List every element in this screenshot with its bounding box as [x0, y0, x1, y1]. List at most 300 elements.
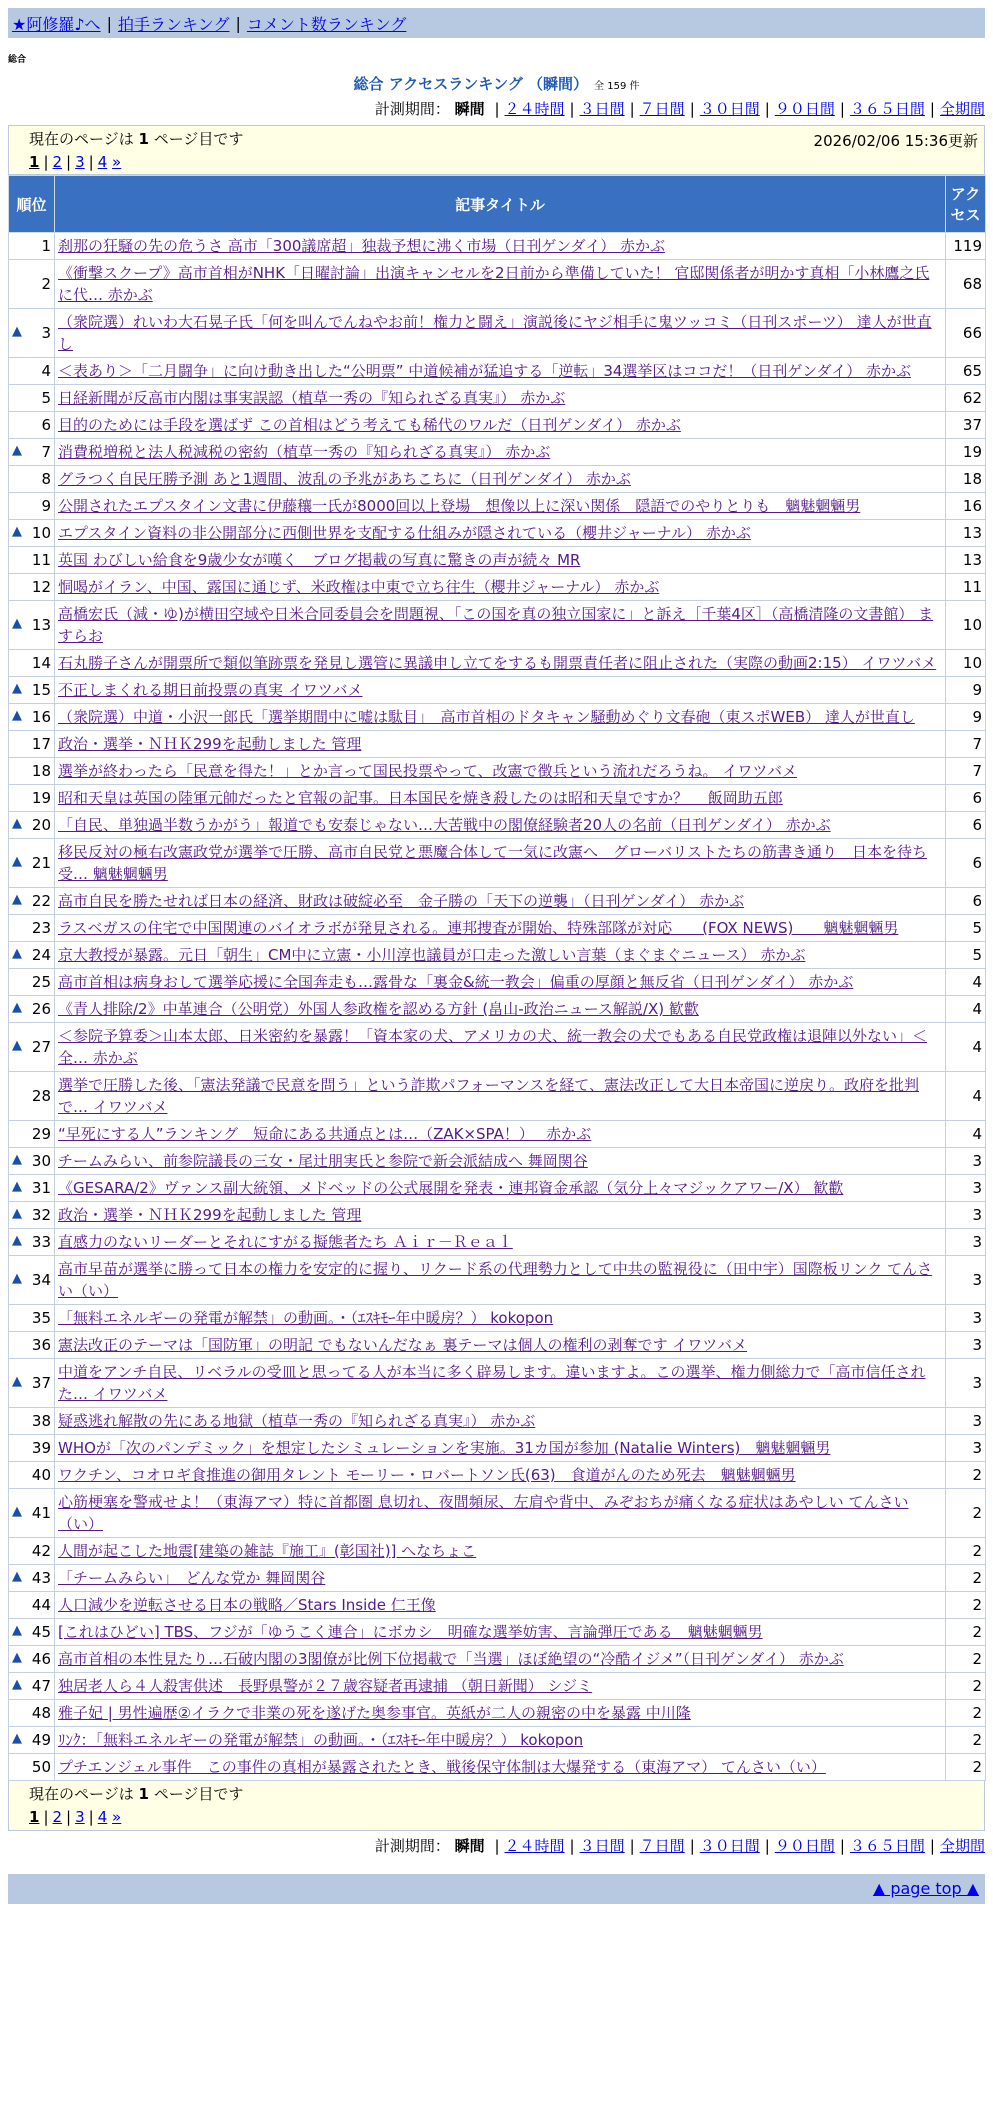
article-link[interactable]: 目的のためには手段を選ばず この首相はどう考えても稀代のワルだ（日刊ゲンダイ） 赤かぶ	[58, 416, 681, 434]
access-count: 4	[946, 1121, 986, 1148]
table-row	[9, 574, 986, 601]
title-cell	[55, 466, 946, 493]
table-row	[9, 1754, 986, 1781]
article-link[interactable]: ﾘﾝｸ：「無料エネルギーの発電が解禁」の動画。・（ｴｽｷﾓｰ年中暖房？） kokopon	[58, 1731, 584, 1749]
access-count: 13	[946, 547, 986, 574]
rank-cell	[9, 812, 55, 839]
rank-number: 47	[31, 1677, 51, 1695]
access-count: 18	[946, 466, 986, 493]
rank-up-arrow-icon: ▲	[12, 892, 22, 907]
title-cell	[55, 1408, 946, 1435]
period-label: 計測期間：	[374, 1837, 450, 1855]
rank-cell	[9, 1592, 55, 1619]
rank-up-arrow-icon: ▲	[12, 1731, 22, 1746]
rank-number: 48	[31, 1704, 51, 1722]
access-count: 4	[946, 969, 986, 996]
page-text-before: 現在のページは	[29, 1785, 139, 1803]
access-count: 9	[946, 677, 986, 704]
access-count: 7	[946, 731, 986, 758]
rank-up-arrow-icon: ▲	[12, 708, 22, 723]
article-link[interactable]: 消費税増税と法人税減税の密約（植草一秀の『知られざる真実』） 赤かぶ	[58, 443, 551, 461]
table-row	[9, 650, 986, 677]
access-count: 37	[946, 412, 986, 439]
table-row	[9, 1673, 986, 1700]
access-count: 13	[946, 520, 986, 547]
title-cell	[55, 547, 946, 574]
table-row	[9, 1619, 986, 1646]
table-row	[9, 1072, 986, 1121]
page-text-before: 現在のページは	[29, 130, 139, 148]
bottom-bar	[8, 1874, 985, 1904]
rank-number: 28	[31, 1087, 51, 1105]
article-link[interactable]: 中道をアンチ自民、リベラルの受皿と思ってる人が本当に多く辟易します。違いますよ。この選挙、権力側総力で「高市信任された… イワツバメ	[58, 1363, 926, 1403]
page-separator: |	[66, 153, 72, 171]
title-cell	[55, 1305, 946, 1332]
title-cell	[55, 1565, 946, 1592]
article-link[interactable]: 《青人排除/2》中革連合（公明党）外国人参政権を認める方針 (畠山-政治ニュース解説/X) 歓歡	[58, 1000, 699, 1018]
rank-number: 26	[31, 1000, 51, 1018]
table-row	[9, 1148, 986, 1175]
rank-cell	[9, 1408, 55, 1435]
article-link[interactable]: 独居老人ら４人殺害供述 長野県警が２７歳容疑者再逮捕 （朝日新聞） シジミ	[58, 1677, 593, 1695]
rank-number: 30	[31, 1152, 51, 1170]
title-cell	[55, 520, 946, 547]
rank-up-arrow-icon: ▲	[12, 1152, 22, 1167]
page-info-top	[8, 125, 985, 175]
article-link[interactable]: 日経新聞が反高市内閣は事実誤認（植草一秀の『知られざる真実』） 赤かぶ	[58, 389, 566, 407]
period-link[interactable]: ３０日間	[699, 1837, 760, 1855]
period-separator: |	[929, 100, 935, 118]
period-links	[489, 100, 985, 118]
article-link[interactable]: 「自民、単独過半数うかがう」報道でも安泰じゃない…大苦戦中の閣僚経験者20人の名前（日刊ゲンダイ） 赤かぶ	[58, 816, 831, 834]
title-cell	[55, 601, 946, 650]
rank-up-arrow-icon: ▲	[12, 1179, 22, 1194]
article-link[interactable]: （衆院選）れいわ大石晃子氏「何を叫んでんねやお前！権力と闘え」演説後にヤジ相手に鬼ツッコミ（日刊スポーツ） 達人が世直し	[58, 313, 932, 353]
pagination-bottom	[29, 1808, 964, 1826]
period-separator: |	[629, 1837, 635, 1855]
period-separator: |	[494, 100, 500, 118]
access-count: 2	[946, 1700, 986, 1727]
article-link[interactable]: 高市自民を勝たせれば日本の経済、財政は破綻必至 金子勝の「天下の逆襲」（日刊ゲンダイ） 赤かぶ	[58, 892, 745, 910]
access-count: 6	[946, 888, 986, 915]
rank-cell	[9, 758, 55, 785]
page-current: 1	[29, 1808, 40, 1826]
rank-cell	[9, 1673, 55, 1700]
period-link[interactable]: ２４時間	[504, 100, 565, 118]
article-link[interactable]: 石丸勝子さんが開票所で類似筆跡票を発見し選管に異議申し立てをするも開票責任者に阻止された（実際の動画2:15） イワツバメ	[58, 654, 937, 672]
rank-number: 16	[31, 708, 51, 726]
table-row	[9, 493, 986, 520]
table-row	[9, 915, 986, 942]
rank-number: 6	[41, 416, 51, 434]
rank-cell	[9, 1202, 55, 1229]
article-link[interactable]: 雅子妃 | 男性遍歴②イラクで非業の死を遂げた奥参事官。英紙が二人の親密の中を暴露 中川隆	[58, 1704, 691, 1722]
table-row	[9, 996, 986, 1023]
rank-up-arrow-icon: ▲	[12, 1677, 22, 1692]
access-count: 4	[946, 996, 986, 1023]
table-row	[9, 1408, 986, 1435]
nav-separator: |	[106, 13, 112, 33]
table-row	[9, 704, 986, 731]
rank-cell	[9, 839, 55, 888]
table-row	[9, 1727, 986, 1754]
article-link[interactable]: 「チームみらい」 どんな党か 舞岡関谷	[58, 1569, 326, 1587]
page-separator: |	[88, 1808, 94, 1826]
rank-cell	[9, 1435, 55, 1462]
total-count: 全 159 件	[594, 81, 640, 92]
title-cell	[55, 358, 946, 385]
clap-ranking-link[interactable]: 拍手ランキング	[117, 14, 230, 34]
article-link[interactable]: [これはひどい] TBS、フジが「ゆうこく連合」にボカシ 明確な選挙妨害、言論弾圧である 魑魅魍魎男	[58, 1623, 763, 1641]
article-link[interactable]: 不正しまくれる期日前投票の真実 イワツバメ	[58, 681, 363, 699]
rank-number: 49	[31, 1731, 51, 1749]
article-link[interactable]: 「無料エネルギーの発電が解禁」の動画。・（ｴｽｷﾓｰ年中暖房？） kokopon	[58, 1309, 554, 1327]
title-cell	[55, 309, 946, 358]
rank-up-arrow-icon: ▲	[12, 946, 22, 961]
access-count: 2	[946, 1673, 986, 1700]
article-link[interactable]: 疑惑逃れ解散の先にある地獄（植草一秀の『知られざる真実』） 赤かぶ	[58, 1412, 536, 1430]
table-row	[9, 309, 986, 358]
article-link[interactable]: 人間が起こした地震[建築の雑誌『施工』(彰国社)] へなちょこ	[58, 1542, 477, 1560]
access-count: 6	[946, 812, 986, 839]
period-separator: |	[689, 1837, 695, 1855]
article-link[interactable]: 移民反対の極右改憲政党が選挙で圧勝、高市自民党と悪魔合体して一気に改憲へ グローバリストたちの筋書き通り 日本を待ち受… 魑魅魍魎男	[58, 843, 927, 883]
access-count: 3	[946, 1408, 986, 1435]
title-cell	[55, 493, 946, 520]
rank-number: 41	[31, 1504, 51, 1522]
rank-number: 19	[31, 789, 51, 807]
period-link[interactable]: ２４時間	[504, 1837, 565, 1855]
page-separator: |	[43, 1808, 49, 1826]
access-count: 4	[946, 1072, 986, 1121]
rank-number: 8	[41, 470, 51, 488]
column-header-rank: 順位	[9, 176, 55, 233]
access-count: 16	[946, 493, 986, 520]
rank-number: 42	[31, 1542, 51, 1560]
access-count: 2	[946, 1646, 986, 1673]
rank-cell	[9, 260, 55, 309]
page-link[interactable]: 2	[52, 153, 63, 171]
access-count: 3	[946, 1229, 986, 1256]
period-label: 計測期間：	[374, 100, 450, 118]
rank-up-arrow-icon: ▲	[12, 524, 22, 539]
page-link[interactable]: 4	[97, 153, 108, 171]
rank-number: 25	[31, 973, 51, 991]
table-row	[9, 1489, 986, 1538]
rank-cell	[9, 547, 55, 574]
rank-number: 12	[31, 578, 51, 596]
title-cell	[55, 439, 946, 466]
article-link[interactable]: 《衝撃スクープ》高市首相がNHK「日曜討論」出演キャンセルを2日前から準備していた！ 官邸関係者が明かす真相「小林鷹之氏に代… 赤かぶ	[58, 264, 930, 304]
access-count: 3	[946, 1256, 986, 1305]
table-row	[9, 1202, 986, 1229]
access-count: 3	[946, 1305, 986, 1332]
access-count: 10	[946, 601, 986, 650]
article-link[interactable]: 公開されたエプスタイン文書に伊藤穰一氏が8000回以上登場 想像以上に深い関係 隠語でのやりとりも 魑魅魍魎男	[58, 497, 861, 515]
access-count: 2	[946, 1727, 986, 1754]
period-link[interactable]: 全期間	[939, 1837, 985, 1855]
next-page-link[interactable]: »	[112, 1808, 122, 1826]
article-link[interactable]: 恫喝がイラン、中国、露国に通じず、米政権は中東で立ち往生（櫻井ジャーナル） 赤かぶ	[58, 578, 660, 596]
rank-number: 9	[41, 497, 51, 515]
rank-cell	[9, 1148, 55, 1175]
category-label: 総合	[8, 55, 27, 65]
rank-cell	[9, 1256, 55, 1305]
table-row	[9, 1229, 986, 1256]
article-link[interactable]: 政治・選挙・ＮＨＫ299を起動しました 管理	[58, 1206, 362, 1224]
rank-number: 17	[31, 735, 51, 753]
rank-number: 39	[31, 1439, 51, 1457]
table-row	[9, 1023, 986, 1072]
access-count: 4	[946, 1023, 986, 1072]
title-cell	[55, 677, 946, 704]
access-count: 3	[946, 1148, 986, 1175]
rank-up-arrow-icon: ▲	[12, 1623, 22, 1638]
period-link[interactable]: ３０日間	[699, 100, 760, 118]
rank-up-arrow-icon: ▲	[12, 1233, 22, 1248]
title-cell	[55, 1229, 946, 1256]
page	[0, 8, 993, 1904]
current-page-text	[29, 1783, 964, 1804]
article-link[interactable]: ＜表あり＞「二月闘争」に向け動き出した“公明票” 中道候補が猛追する「逆転」34選挙区はココだ！（日刊ゲンダイ） 赤かぶ	[58, 362, 911, 380]
page-link[interactable]: 3	[75, 153, 85, 171]
title-cell	[55, 1646, 946, 1673]
access-count: 19	[946, 439, 986, 466]
rank-up-arrow-icon: ▲	[12, 443, 22, 458]
article-link[interactable]: 刹那の狂騒の先の危うさ 高市「300議席超」独裁予想に沸く市場（日刊ゲンダイ） 赤かぶ	[58, 237, 665, 255]
rank-cell	[9, 785, 55, 812]
title-cell	[55, 785, 946, 812]
title-cell	[55, 650, 946, 677]
rank-up-arrow-icon: ▲	[12, 854, 22, 869]
period-selector-top	[0, 98, 985, 119]
rank-cell	[9, 996, 55, 1023]
table-row	[9, 758, 986, 785]
next-page-link[interactable]: »	[112, 153, 122, 171]
title-cell	[55, 1462, 946, 1489]
table-row	[9, 942, 986, 969]
rank-cell	[9, 1700, 55, 1727]
period-link[interactable]: ７日間	[639, 100, 685, 118]
rank-cell	[9, 520, 55, 547]
page-title: 総合 アクセスランキング （瞬間）	[353, 75, 589, 93]
period-link[interactable]: ３日間	[579, 100, 625, 118]
rank-number: 33	[31, 1233, 51, 1251]
rank-number: 13	[31, 616, 51, 634]
period-links	[489, 1837, 985, 1855]
column-header-title: 記事タイトル	[55, 176, 946, 233]
rank-cell	[9, 233, 55, 260]
title-cell	[55, 1538, 946, 1565]
article-link[interactable]: 人口減少を逆転させる日本の戦略／Stars Inside 仁王像	[58, 1596, 436, 1614]
access-count: 62	[946, 385, 986, 412]
period-separator: |	[764, 100, 770, 118]
article-link[interactable]: 昭和天皇は英国の陸軍元帥だったと官報の記事。日本国民を焼き殺したのは昭和天皇ですか？ 飯岡助五郎	[58, 789, 783, 807]
table-row	[9, 677, 986, 704]
title-cell	[55, 1435, 946, 1462]
table-row	[9, 520, 986, 547]
rank-up-arrow-icon: ▲	[12, 1038, 22, 1053]
access-count: 11	[946, 574, 986, 601]
rank-cell	[9, 1359, 55, 1408]
page-current: 1	[29, 153, 40, 171]
title-cell	[55, 704, 946, 731]
table-row	[9, 839, 986, 888]
rank-up-arrow-icon: ▲	[12, 681, 22, 696]
rank-up-arrow-icon: ▲	[12, 1504, 22, 1519]
access-count: 2	[946, 1619, 986, 1646]
title-cell	[55, 731, 946, 758]
page-top-link[interactable]: ▲ page top ▲	[872, 1879, 979, 1898]
access-count: 7	[946, 758, 986, 785]
rank-number: 34	[31, 1271, 51, 1289]
article-link[interactable]: 直感力のないリーダーとそれにすがる擬態者たち Ａｉｒ－Ｒｅａｌ	[58, 1233, 513, 1251]
rank-up-arrow-icon: ▲	[12, 1569, 22, 1584]
rank-cell	[9, 439, 55, 466]
top-navigation-bar	[8, 8, 985, 38]
rank-cell	[9, 1121, 55, 1148]
article-link[interactable]: 選挙で圧勝した後、「憲法発議で民意を問う」という詐欺パフォーマンスを経て、憲法改正して大日本帝国に逆戻り。政府を批判で… イワツバメ	[58, 1076, 920, 1116]
table-row	[9, 1462, 986, 1489]
current-page-number: 1	[138, 1785, 149, 1803]
rank-number: 18	[31, 762, 51, 780]
period-link[interactable]: ９０日間	[774, 1837, 835, 1855]
rank-cell	[9, 601, 55, 650]
page-link[interactable]: 3	[75, 1808, 85, 1826]
table-row	[9, 1256, 986, 1305]
article-link[interactable]: ラスベガスの住宅で中国関連のバイオラボが発見される。連邦捜査が開始、特殊部隊が対応 (FOX NEWS) 魑魅魍魎男	[58, 919, 899, 937]
access-count: 6	[946, 839, 986, 888]
article-link[interactable]: 選挙が終わったら「民意を得た！」とか言って国民投票やって、改憲で徴兵という流れだろうね。 イワツバメ	[58, 762, 798, 780]
period-link[interactable]: ３日間	[579, 1837, 625, 1855]
page-link[interactable]: 2	[52, 1808, 63, 1826]
rank-cell	[9, 969, 55, 996]
access-count: 3	[946, 1175, 986, 1202]
table-row	[9, 785, 986, 812]
rank-cell	[9, 915, 55, 942]
table-row	[9, 412, 986, 439]
period-link[interactable]: ３６５日間	[849, 1837, 925, 1855]
rank-cell	[9, 358, 55, 385]
title-cell	[55, 1332, 946, 1359]
article-link[interactable]: 京大教授が暴露。元日「朝生」CM中に立憲・小川淳也議員が口走った激しい言葉（まぐまぐニュース） 赤かぶ	[58, 946, 806, 964]
rank-number: 29	[31, 1125, 51, 1143]
access-count: 5	[946, 942, 986, 969]
period-link[interactable]: ３６５日間	[849, 100, 925, 118]
table-row	[9, 1646, 986, 1673]
rank-number: 15	[31, 681, 51, 699]
article-link[interactable]: チームみらい、前参院議長の三女・尾辻朋実氏と参院で新会派結成へ 舞岡関谷	[58, 1152, 588, 1170]
period-separator: |	[764, 1837, 770, 1855]
table-row	[9, 812, 986, 839]
page-separator: |	[88, 153, 94, 171]
access-count: 2	[946, 1565, 986, 1592]
period-link[interactable]: ９０日間	[774, 100, 835, 118]
page-separator: |	[66, 1808, 72, 1826]
article-link[interactable]: ワクチン、コオロギ食推進の御用タレント モーリー・ロバートソン氏(63) 食道がんのため死去 魑魅魍魎男	[58, 1466, 796, 1484]
article-link[interactable]: “早死にする人”ランキング 短命にある共通点とは…（ZAK×SPA！） 赤かぶ	[58, 1125, 592, 1143]
article-link[interactable]: 英国 わびしい給食を9歳少女が嘆く ブログ掲載の写真に驚きの声が続々 MR	[58, 551, 581, 569]
title-cell	[55, 812, 946, 839]
rank-number: 14	[31, 654, 51, 672]
article-link[interactable]: （衆院選）中道・小沢一郎氏「選挙期間中に嘘は駄目」 高市首相のドタキャン騒動めぐり文春砲（東スポWEB） 達人が世直し	[58, 708, 915, 726]
article-link[interactable]: 心筋梗塞を警戒せよ！（東海アマ）特に首都圏 息切れ、夜間頻尿、左肩や背中、みぞおちが痛くなる症状はあやしい てんさい（い）	[58, 1493, 909, 1533]
title-cell	[55, 385, 946, 412]
rank-cell	[9, 1229, 55, 1256]
updated-timestamp: 2026/02/06 15:36更新	[813, 132, 978, 150]
article-link[interactable]: プチエンジェル事件 この事件の真相が暴露されたとき、戦後保守体制は大爆発する（東海アマ） てんさい（い）	[58, 1758, 826, 1776]
access-count: 3	[946, 1359, 986, 1408]
period-separator: |	[839, 1837, 845, 1855]
article-link[interactable]: 高橋宏氏（減・ゆ)が横田空域や日米合同委員会を問題視、「この国を真の独立国家に」と訴え［千葉4区］（高橋清隆の文書館） ますらお	[58, 605, 934, 645]
period-current: 瞬間	[454, 100, 485, 118]
access-count: 10	[946, 650, 986, 677]
article-link[interactable]: 高市早苗が選挙に勝って日本の権力を安定的に握り、リクード系の代理勢力として中共の監視役に（田中宇）国際板リンク てんさい（い）	[58, 1260, 933, 1300]
access-count: 3	[946, 1202, 986, 1229]
period-link[interactable]: 全期間	[939, 100, 985, 118]
table-row	[9, 969, 986, 996]
table-row	[9, 1592, 986, 1619]
title-cell	[55, 1673, 946, 1700]
table-row	[9, 1700, 986, 1727]
title-cell	[55, 260, 946, 309]
article-link[interactable]: 政治・選挙・ＮＨＫ299を起動しました 管理	[58, 735, 362, 753]
rank-number: 50	[31, 1758, 51, 1776]
ranking-title-line	[0, 73, 993, 94]
article-link[interactable]: ＜参院予算委＞山本太郎、日米密約を暴露！「資本家の犬、アメリカの犬、統一教会の犬でもある自民党政権は退陣以外ない」＜全… 赤かぶ	[58, 1027, 927, 1067]
period-separator: |	[929, 1837, 935, 1855]
comment-ranking-link[interactable]: コメント数ランキング	[246, 14, 407, 34]
rank-number: 24	[31, 946, 51, 964]
rank-cell	[9, 1646, 55, 1673]
article-link[interactable]: グラつく自民圧勝予測 あと1週間、波乱の予兆があちこちに（日刊ゲンダイ） 赤かぶ	[58, 470, 631, 488]
rank-cell	[9, 1538, 55, 1565]
table-row	[9, 1435, 986, 1462]
rank-number: 43	[31, 1569, 51, 1587]
rank-number: 20	[31, 816, 51, 834]
article-link[interactable]: 高市首相の本性見たり…石破内閣の3閣僚が比例下位掲載で「当選」ほぼ絶望の“冷酷イジメ”（日刊ゲンダイ） 赤かぶ	[58, 1650, 844, 1668]
access-count: 3	[946, 1435, 986, 1462]
table-row	[9, 888, 986, 915]
article-link[interactable]: 憲法改正のテーマは「国防軍」の明記 でもないんだなぁ 裏テーマは個人の権利の剥奪です イワツバメ	[58, 1336, 748, 1354]
current-page-number: 1	[138, 130, 149, 148]
rank-cell	[9, 704, 55, 731]
article-link[interactable]: エプスタイン資料の非公開部分に西側世界を支配する仕組みが隠されている（櫻井ジャーナル） 赤かぶ	[58, 524, 751, 542]
page-link[interactable]: 4	[97, 1808, 108, 1826]
period-separator: |	[569, 100, 575, 118]
home-link[interactable]: ★阿修羅♪へ	[12, 14, 101, 34]
title-cell	[55, 1175, 946, 1202]
period-link[interactable]: ７日間	[639, 1837, 685, 1855]
article-link[interactable]: 《GESARA/2》ヴァンス副大統領、メドベッドの公式展開を発表・連邦資金承認（気分上々マジックアワー/X） 歓歡	[58, 1179, 844, 1197]
rank-number: 2	[41, 275, 51, 293]
title-cell	[55, 996, 946, 1023]
page-text-after: ページ目です	[148, 1785, 244, 1803]
access-count: 65	[946, 358, 986, 385]
title-cell	[55, 1489, 946, 1538]
article-link[interactable]: 高市首相は病身おして選挙応援に全国奔走も…露骨な「裏金&統一教会」偏重の厚顔と無反省（日刊ゲンダイ） 赤かぶ	[58, 973, 854, 991]
article-link[interactable]: WHOが「次のパンデミック」を想定したシミュレーションを実施。31カ国が参加 (Natalie Winters) 魑魅魍魎男	[58, 1439, 831, 1457]
rank-number: 4	[41, 362, 51, 380]
rank-cell	[9, 1565, 55, 1592]
period-separator: |	[689, 100, 695, 118]
rank-number: 31	[31, 1179, 51, 1197]
rank-cell	[9, 1489, 55, 1538]
access-count: 2	[946, 1489, 986, 1538]
period-separator: |	[839, 100, 845, 118]
title-cell	[55, 839, 946, 888]
table-row	[9, 547, 986, 574]
